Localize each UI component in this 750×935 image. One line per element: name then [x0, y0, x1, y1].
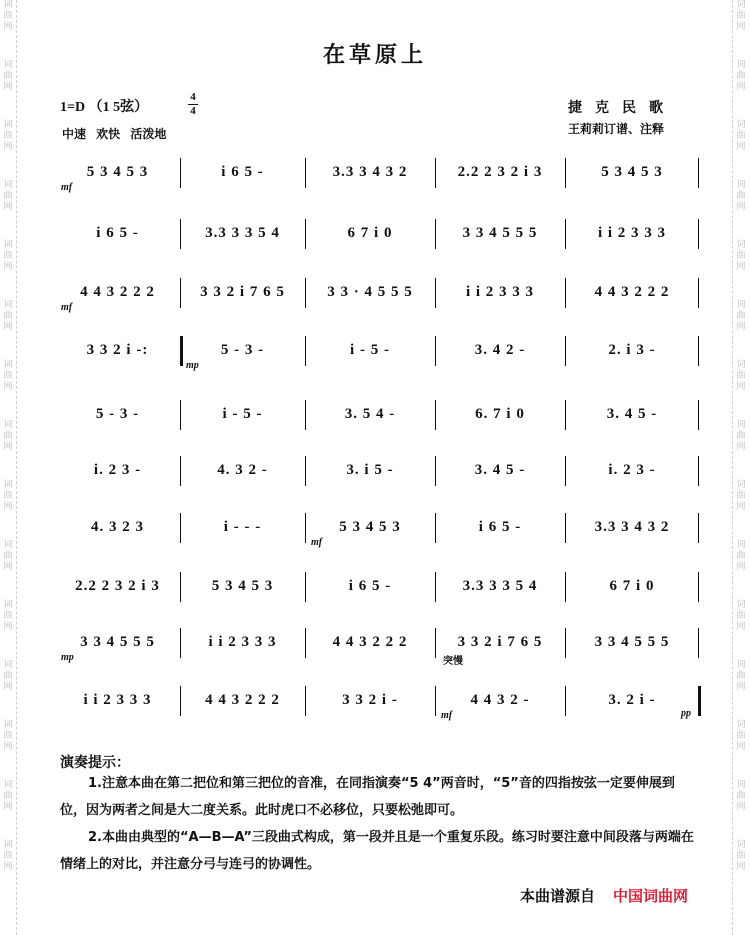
watermark-char: 曲: [736, 71, 746, 81]
watermark-char: 词: [736, 0, 746, 10]
measure: i - - -: [223, 519, 262, 535]
score-line: [55, 446, 699, 496]
note-row: [55, 225, 699, 245]
watermark-char: 词: [736, 120, 746, 130]
watermark-char: 曲: [3, 131, 13, 141]
watermark-char: 网: [736, 442, 746, 452]
measure: i 6 5 -: [348, 578, 392, 594]
watermark-char: 词: [3, 780, 13, 790]
note-row: [55, 519, 699, 539]
right-watermark-strip: [732, 0, 749, 935]
measure: 4. 3 2 -: [217, 462, 268, 478]
key-signature: 1=D （1 5弦）: [60, 100, 149, 115]
watermark-char: 网: [3, 142, 13, 152]
watermark-char: 曲: [3, 371, 13, 381]
source-credit: [520, 885, 688, 906]
watermark-char: 曲: [3, 791, 13, 801]
measure: 3. 4 5 -: [606, 406, 658, 422]
watermark-char: 词: [3, 180, 13, 190]
watermark-char: 网: [3, 622, 13, 632]
note-row: [55, 462, 699, 482]
watermark-char: 曲: [736, 731, 746, 741]
watermark-char: 网: [3, 202, 13, 212]
measure: i 6 5 -: [221, 164, 264, 180]
watermark-char: 曲: [3, 71, 13, 81]
watermark-char: 网: [736, 382, 746, 392]
watermark-char: 词: [736, 660, 746, 670]
watermark-char: 词: [736, 240, 746, 250]
measure: 3. 4 5 -: [474, 462, 526, 478]
score-line: [55, 503, 699, 553]
song-title: 在草原上: [322, 42, 427, 68]
watermark-char: 词: [736, 600, 746, 610]
watermark-char: 网: [736, 562, 746, 572]
measure: 3 3 2 i 7 6 5: [200, 284, 285, 300]
watermark-char: 词: [3, 120, 13, 130]
watermark-char: 曲: [736, 671, 746, 681]
watermark-char: 曲: [3, 431, 13, 441]
watermark-char: 曲: [736, 791, 746, 801]
measure: 3 3 · 4 5 5 5: [327, 284, 413, 300]
measure: i i 2 3 3 3: [83, 692, 152, 708]
watermark-char: 曲: [736, 131, 746, 141]
watermark-char: 曲: [3, 251, 13, 261]
watermark-char: 曲: [3, 191, 13, 201]
watermark-char: 词: [3, 420, 13, 430]
watermark-char: 词: [3, 360, 13, 370]
watermark-char: 网: [736, 682, 746, 692]
arranger-credit: 王莉莉订谱、注释: [568, 122, 665, 136]
measure: i - 5 -: [350, 342, 390, 358]
measure: 5 3 4 5 3: [601, 164, 663, 180]
note-row: [55, 342, 699, 362]
measure: 3.3 3 3 5 4: [462, 578, 538, 594]
watermark-char: 曲: [736, 611, 746, 621]
score-line: [55, 326, 699, 376]
watermark-char: 词: [736, 540, 746, 550]
score-line: [55, 148, 699, 198]
note-row: [55, 406, 699, 426]
measure: i 6 5 -: [96, 225, 139, 241]
note-row: [55, 284, 699, 304]
watermark-char: 网: [736, 862, 746, 872]
watermark-char: 网: [736, 322, 746, 332]
meter-top: 4: [190, 91, 196, 103]
watermark-char: 曲: [736, 371, 746, 381]
score-line: [55, 618, 699, 668]
watermark-char: 网: [3, 82, 13, 92]
watermark-char: 网: [736, 142, 746, 152]
watermark-char: 网: [736, 802, 746, 812]
measure: 4 4 3 2 2 2: [332, 634, 408, 650]
score-line: [55, 562, 699, 612]
measure: 5 3 4 5 3: [86, 164, 149, 180]
watermark-char: 词: [736, 840, 746, 850]
watermark-char: 曲: [3, 731, 13, 741]
measure: 5 3 4 5 3: [211, 578, 274, 594]
measure: 2. i 3 -: [608, 342, 656, 358]
watermark-char: 词: [736, 780, 746, 790]
dynamic-marking: mp: [61, 652, 74, 663]
note-row: [55, 692, 699, 712]
measure: 3 3 4 5 5 5: [462, 225, 538, 241]
watermark-char: 网: [3, 442, 13, 452]
song-origin: 捷克民歌: [568, 100, 676, 116]
meter-bottom: 4: [190, 105, 196, 117]
watermark-char: 曲: [736, 191, 746, 201]
watermark-char: 词: [3, 480, 13, 490]
watermark-char: 网: [736, 22, 746, 32]
measure: 3 3 4 5 5 5: [80, 634, 155, 650]
measure: i i 2 3 3 3: [465, 284, 535, 300]
time-signature: [188, 92, 198, 117]
measure: 3. 4 2 -: [474, 342, 526, 358]
watermark-char: 词: [3, 720, 13, 730]
measure: i i 2 3 3 3: [208, 634, 277, 650]
source-brand: 中国词曲网: [613, 887, 689, 905]
watermark-char: 网: [3, 262, 13, 272]
watermark-char: 网: [3, 502, 13, 512]
note-row: [55, 634, 699, 654]
watermark-char: 网: [3, 802, 13, 812]
watermark-char: 词: [3, 540, 13, 550]
measure: 3.3 3 3 5 4: [205, 225, 280, 241]
watermark-char: 曲: [3, 491, 13, 501]
watermark-char: 网: [736, 502, 746, 512]
dynamic-marking: mp: [186, 360, 199, 371]
watermark-char: 网: [736, 82, 746, 92]
score-line: [55, 268, 699, 318]
watermark-char: 曲: [736, 251, 746, 261]
measure: 5 3 4 5 3: [339, 519, 401, 535]
watermark-char: 网: [3, 742, 13, 752]
measure: 3 3 2 i 7 6 5: [457, 634, 543, 650]
performance-tips-heading: 演奏提示：: [60, 755, 130, 771]
measure: 6. 7 i 0: [475, 406, 525, 422]
watermark-char: 词: [736, 360, 746, 370]
score-line: [55, 390, 699, 440]
note-row: [55, 578, 699, 598]
dynamic-marking: mf: [61, 182, 73, 193]
dynamic-marking: mf: [61, 302, 73, 313]
measure: 4. 3 2 3: [91, 519, 144, 535]
measure: 3. i 5 -: [346, 462, 394, 478]
measure: 3 3 2 i -: [342, 692, 398, 708]
measure: 2.2 2 3 2 i 3: [75, 578, 160, 594]
watermark-char: 网: [3, 322, 13, 332]
measure: 3.3 3 4 3 2: [594, 519, 670, 535]
left-watermark-strip: [0, 0, 17, 935]
dynamic-marking-pp: pp: [681, 708, 691, 719]
watermark-char: 词: [3, 600, 13, 610]
measure: 4 4 3 2 2 2: [80, 284, 155, 300]
watermark-char: 曲: [3, 311, 13, 321]
performance-tip-2: 2.本曲由典型的“A—B—A”三段曲式构成，第一段并且是一个重复乐段。练习时要注意中间段落与两端在情绪上的对比，并注意分弓与连弓的协调性。: [60, 830, 694, 872]
measure: i - 5 -: [222, 406, 263, 422]
watermark-char: 网: [736, 262, 746, 272]
watermark-char: 网: [736, 622, 746, 632]
measure: i i 2 3 3 3: [597, 225, 667, 241]
watermark-char: 曲: [3, 671, 13, 681]
watermark-char: 曲: [736, 11, 746, 21]
measure: 4 4 3 2 -: [470, 692, 530, 708]
tempo-change-marking: 突慢: [443, 656, 463, 667]
watermark-char: 曲: [736, 491, 746, 501]
watermark-char: 曲: [736, 551, 746, 561]
tempo-marking: 中速 欢快 活泼地: [62, 127, 167, 141]
measure: 3 3 4 5 5 5: [594, 634, 670, 650]
measure: 5 - 3 -: [95, 406, 140, 422]
watermark-char: 词: [3, 60, 13, 70]
performance-tip-1: 1.注意本曲在第二把位和第三把位的音准，在同指演奏“5 4”两音时，“5”音的四指按弦一定要伸展到位，因为两者之间是大二度关系。此时虎口不必移位，只要松弛即可。: [60, 776, 675, 818]
dynamic-marking: mf: [311, 537, 323, 548]
watermark-char: 词: [736, 720, 746, 730]
watermark-char: 词: [736, 180, 746, 190]
watermark-char: 网: [3, 682, 13, 692]
watermark-char: 曲: [3, 551, 13, 561]
watermark-char: 曲: [736, 851, 746, 861]
measure: i. 2 3 -: [93, 462, 142, 478]
measure: 4 4 3 2 2 2: [205, 692, 280, 708]
watermark-char: 网: [3, 382, 13, 392]
watermark-char: 网: [736, 202, 746, 212]
score-line: [55, 209, 699, 259]
measure: 3.3 3 4 3 2: [332, 164, 408, 180]
measure: i 6 5 -: [478, 519, 522, 535]
watermark-char: 网: [3, 22, 13, 32]
watermark-char: 词: [3, 660, 13, 670]
measure: 4 4 3 2 2 2: [594, 284, 670, 300]
measure: 6 7 i 0: [609, 578, 655, 594]
watermark-char: 词: [736, 420, 746, 430]
watermark-char: 词: [3, 840, 13, 850]
dynamic-marking: mf: [441, 710, 453, 721]
note-row: [55, 164, 699, 184]
watermark-char: 网: [3, 562, 13, 572]
measure: 3. 2 i -: [608, 692, 656, 708]
measure: 6 7 i 0: [347, 225, 393, 241]
watermark-char: 曲: [736, 311, 746, 321]
watermark-char: 网: [3, 862, 13, 872]
measure: 3 3 2 i -:: [86, 342, 149, 358]
measure: 2.2 2 3 2 i 3: [457, 164, 543, 180]
measure: 3. 5 4 -: [344, 406, 396, 422]
watermark-char: 曲: [736, 431, 746, 441]
measure: i. 2 3 -: [608, 462, 656, 478]
watermark-char: 词: [736, 60, 746, 70]
watermark-char: 词: [3, 240, 13, 250]
watermark-char: 网: [736, 742, 746, 752]
source-label: 本曲谱源自: [520, 887, 596, 905]
watermark-char: 曲: [3, 851, 13, 861]
watermark-char: 词: [3, 0, 13, 10]
watermark-char: 词: [3, 300, 13, 310]
watermark-char: 曲: [3, 611, 13, 621]
watermark-char: 曲: [3, 11, 13, 21]
measure: 5 - 3 -: [220, 342, 265, 358]
watermark-char: 词: [736, 480, 746, 490]
watermark-char: 词: [736, 300, 746, 310]
